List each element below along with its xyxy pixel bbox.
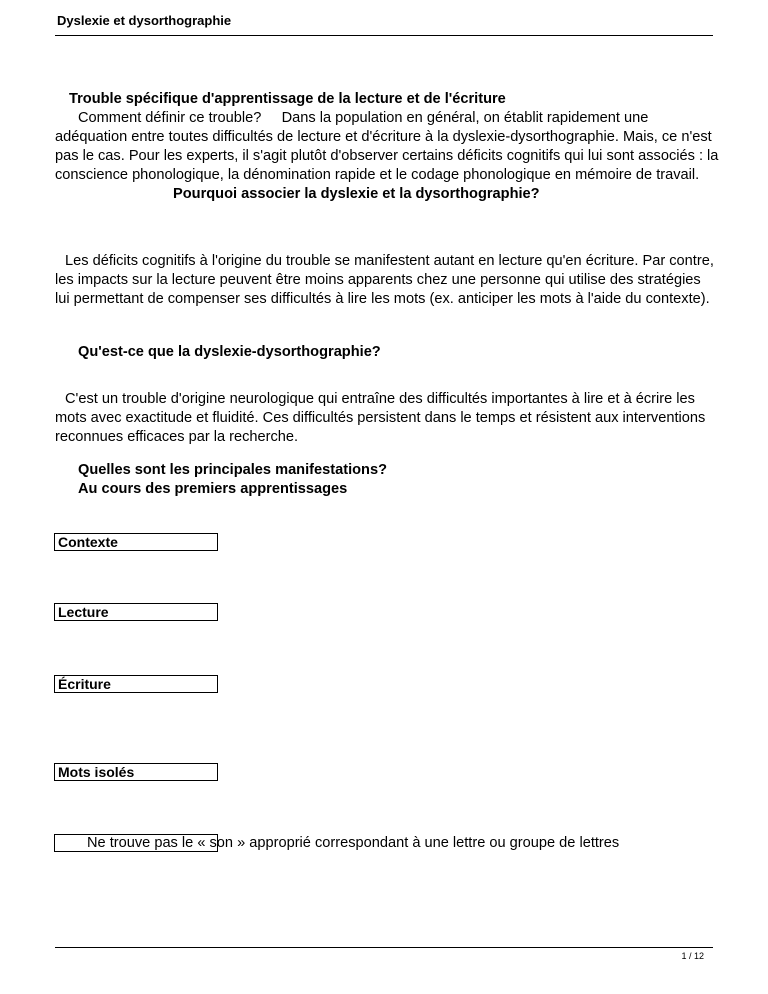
table-cell-mots-isoles: Mots isolés <box>54 763 218 781</box>
manifestations-subtitle: Au cours des premiers apprentissages <box>78 481 348 497</box>
table-cell-ecriture: Écriture <box>54 675 218 693</box>
definition-question: Comment définir ce trouble? <box>78 110 262 126</box>
definition-paragraph <box>55 109 719 204</box>
association-subheading: Pourquoi associer la dyslexie et la dysorthographie? <box>173 186 540 202</box>
table-row-text-content: Ne trouve pas le « son » approprié correspondant à une lettre ou groupe de lettres <box>87 835 620 851</box>
manifestations-title: Quelles sont les principales manifestations? <box>78 462 387 478</box>
what-is-paragraph: C'est un trouble d'origine neurologique qui entraîne des difficultés importantes à lire et à écrire les mots avec exactitude et fluidité. Ces difficultés persistent dans le temps et résistent aux interventions reconnues efficaces par la recherche. <box>55 391 706 445</box>
definition-heading: Trouble spécifique d'apprentissage de la lecture et de l'écriture <box>69 91 506 107</box>
manifestations-heading <box>55 461 742 499</box>
table-cell-contexte: Contexte <box>54 533 218 551</box>
table-row-text <box>54 834 734 853</box>
section-definition <box>55 90 719 204</box>
definition-body: Dans la population en général, on établit rapidement une adéquation entre toutes difficultés de lecture et d'écriture à la dyslexie-dysorthographie. Mais, ce n'est pas le cas. Pour les experts, il s'agit plutôt d'observer certains déficits cognitifs qui lui sont associés : la conscience phonologique, la dénomination rapide et le codage phonologique en mémoire de travail. <box>55 110 719 183</box>
table-cell-lecture: Lecture <box>54 603 218 621</box>
footer-divider <box>55 947 713 948</box>
what-is-heading: Qu'est-ce que la dyslexie-dysorthographie? <box>78 344 381 360</box>
page-header-title: Dyslexie et dysorthographie <box>57 13 232 28</box>
header-divider <box>55 35 713 36</box>
association-paragraph: Les déficits cognitifs à l'origine du trouble se manifestent autant en lecture qu'en écriture. Par contre, les impacts sur la lecture peuvent être moins apparents chez une personne qui utilise des stratégies lui permettant de compenser ses difficultés à lire les mots (ex. anticiper les mots à l'aide du contexte). <box>55 253 714 307</box>
page-number: 1 / 12 <box>681 951 704 961</box>
